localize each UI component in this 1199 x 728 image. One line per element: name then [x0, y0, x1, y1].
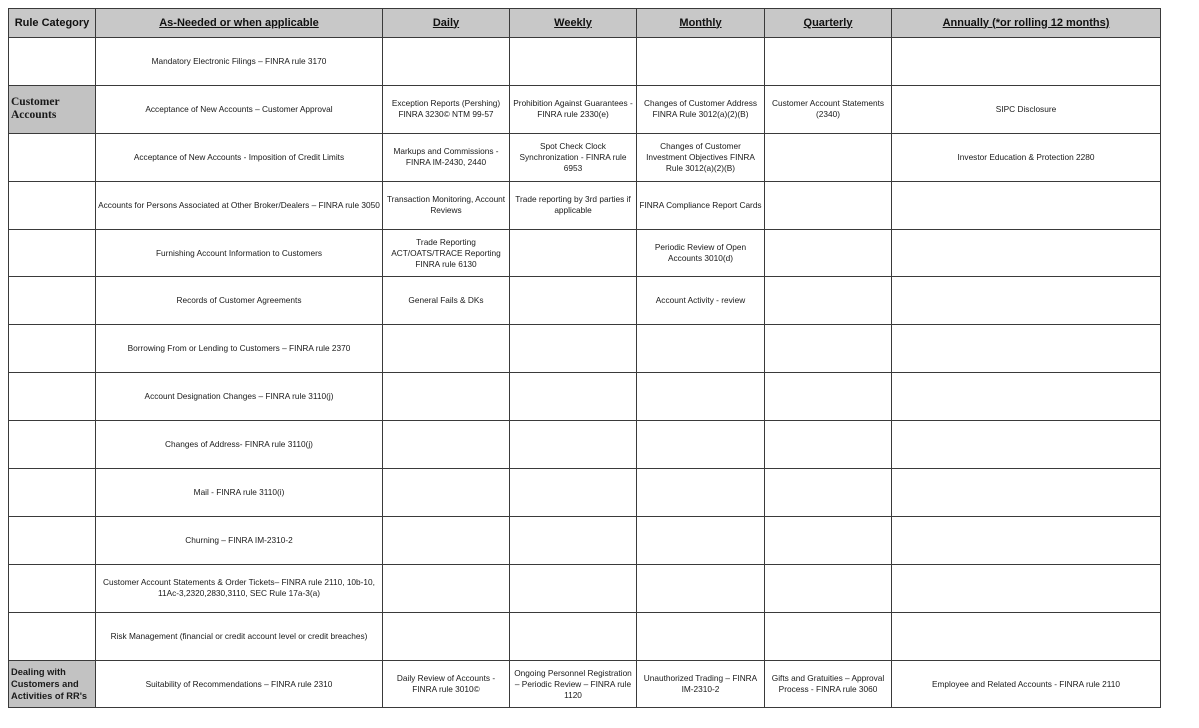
compliance-schedule-table: [8, 8, 1161, 708]
cell-annually: Investor Education & Protection 2280: [892, 133, 1161, 181]
cell-rule-category: [9, 373, 96, 421]
cell-rule-category: [9, 133, 96, 181]
cell-annually: [892, 277, 1161, 325]
header-rule-category: Rule Category: [9, 9, 96, 38]
cell-monthly: Changes of Customer Investment Objectives FINRA Rule 3012(a)(2)(B): [637, 133, 765, 181]
table-row: [9, 469, 1161, 517]
cell-as-needed: Records of Customer Agreements: [96, 277, 383, 325]
cell-as-needed: Mandatory Electronic Filings – FINRA rule 3170: [96, 38, 383, 86]
cell-weekly: [510, 564, 637, 612]
cell-as-needed: Risk Management (financial or credit account level or credit breaches): [96, 612, 383, 660]
cell-as-needed: Accounts for Persons Associated at Other Broker/Dealers – FINRA rule 3050: [96, 181, 383, 229]
cell-daily: [383, 516, 510, 564]
cell-rule-category: [9, 229, 96, 277]
cell-weekly: [510, 516, 637, 564]
cell-annually: [892, 181, 1161, 229]
cell-rule-category: [9, 277, 96, 325]
table-row: [9, 612, 1161, 660]
cell-quarterly: [765, 612, 892, 660]
cell-as-needed: Mail - FINRA rule 3110(i): [96, 469, 383, 517]
header-quarterly: Quarterly: [765, 9, 892, 38]
cell-weekly: [510, 38, 637, 86]
header-monthly: Monthly: [637, 9, 765, 38]
cell-weekly: [510, 421, 637, 469]
cell-weekly: Prohibition Against Guarantees - FINRA rule 2330(e): [510, 85, 637, 133]
cell-rule-category: [9, 421, 96, 469]
cell-daily: [383, 469, 510, 517]
cell-quarterly: [765, 277, 892, 325]
cell-weekly: [510, 325, 637, 373]
cell-as-needed: Churning – FINRA IM-2310-2: [96, 516, 383, 564]
cell-quarterly: [765, 133, 892, 181]
cell-monthly: Changes of Customer Address FINRA Rule 3012(a)(2)(B): [637, 85, 765, 133]
cell-daily: [383, 325, 510, 373]
cell-quarterly: [765, 38, 892, 86]
cell-annually: [892, 325, 1161, 373]
table-row: [9, 229, 1161, 277]
header-weekly: Weekly: [510, 9, 637, 38]
cell-quarterly: [765, 325, 892, 373]
table-row: [9, 516, 1161, 564]
table-row: [9, 325, 1161, 373]
cell-quarterly: [765, 181, 892, 229]
cell-annually: [892, 229, 1161, 277]
table-row: [9, 373, 1161, 421]
cell-as-needed: Furnishing Account Information to Customers: [96, 229, 383, 277]
cell-annually: Employee and Related Accounts - FINRA rule 2110: [892, 660, 1161, 708]
cell-daily: [383, 373, 510, 421]
header-daily: Daily: [383, 9, 510, 38]
cell-weekly: [510, 229, 637, 277]
cell-quarterly: Customer Account Statements (2340): [765, 85, 892, 133]
cell-daily: Transaction Monitoring, Account Reviews: [383, 181, 510, 229]
cell-quarterly: [765, 516, 892, 564]
header-annually: Annually (*or rolling 12 months): [892, 9, 1161, 38]
cell-monthly: Periodic Review of Open Accounts 3010(d): [637, 229, 765, 277]
cell-rule-category: [9, 325, 96, 373]
cell-daily: Exception Reports (Pershing) FINRA 3230© NTM 99-57: [383, 85, 510, 133]
cell-rule-category: [9, 181, 96, 229]
cell-rule-category: [9, 612, 96, 660]
cell-as-needed: Acceptance of New Accounts - Imposition of Credit Limits: [96, 133, 383, 181]
cell-rule-category: [9, 564, 96, 612]
cell-as-needed: Borrowing From or Lending to Customers – FINRA rule 2370: [96, 325, 383, 373]
cell-as-needed: Acceptance of New Accounts – Customer Approval: [96, 85, 383, 133]
cell-daily: Daily Review of Accounts - FINRA rule 3010©: [383, 660, 510, 708]
cell-annually: [892, 38, 1161, 86]
header-as-needed: As-Needed or when applicable: [96, 9, 383, 38]
cell-quarterly: [765, 564, 892, 612]
cell-monthly: [637, 373, 765, 421]
cell-daily: General Fails & DKs: [383, 277, 510, 325]
cell-monthly: Unauthorized Trading – FINRA IM-2310-2: [637, 660, 765, 708]
cell-daily: [383, 38, 510, 86]
cell-weekly: Ongoing Personnel Registration – Periodic Review – FINRA rule 1120: [510, 660, 637, 708]
cell-rule-category: Customer Accounts: [9, 85, 96, 133]
cell-monthly: [637, 612, 765, 660]
cell-quarterly: [765, 373, 892, 421]
cell-monthly: [637, 38, 765, 86]
cell-monthly: FINRA Compliance Report Cards: [637, 181, 765, 229]
cell-rule-category: [9, 469, 96, 517]
cell-as-needed: Customer Account Statements & Order Tickets– FINRA rule 2110, 10b-10, 11Ac-3,2320,2830,3110, SEC Rule 17a-3(a): [96, 564, 383, 612]
cell-weekly: [510, 373, 637, 421]
cell-weekly: [510, 469, 637, 517]
cell-annually: [892, 421, 1161, 469]
cell-annually: [892, 516, 1161, 564]
table-row: [9, 38, 1161, 86]
cell-daily: [383, 564, 510, 612]
cell-quarterly: [765, 469, 892, 517]
cell-daily: Trade Reporting ACT/OATS/TRACE Reporting FINRA rule 6130: [383, 229, 510, 277]
cell-annually: [892, 564, 1161, 612]
cell-annually: [892, 612, 1161, 660]
table-row: [9, 421, 1161, 469]
cell-annually: SIPC Disclosure: [892, 85, 1161, 133]
cell-weekly: Spot Check Clock Synchronization - FINRA rule 6953: [510, 133, 637, 181]
table-row: [9, 85, 1161, 133]
table-row: [9, 133, 1161, 181]
cell-quarterly: [765, 229, 892, 277]
table-row: [9, 660, 1161, 708]
cell-quarterly: [765, 421, 892, 469]
cell-rule-category: [9, 38, 96, 86]
cell-daily: [383, 421, 510, 469]
cell-daily: Markups and Commissions - FINRA IM-2430, 2440: [383, 133, 510, 181]
table-row: [9, 181, 1161, 229]
cell-rule-category: Dealing with Customers and Activities of RR's: [9, 660, 96, 708]
cell-monthly: [637, 325, 765, 373]
cell-quarterly: Gifts and Gratuities – Approval Process - FINRA rule 3060: [765, 660, 892, 708]
cell-annually: [892, 373, 1161, 421]
cell-as-needed: Changes of Address- FINRA rule 3110(j): [96, 421, 383, 469]
cell-rule-category: [9, 516, 96, 564]
cell-monthly: [637, 421, 765, 469]
cell-weekly: Trade reporting by 3rd parties if applicable: [510, 181, 637, 229]
header-row: [9, 9, 1161, 38]
cell-monthly: Account Activity - review: [637, 277, 765, 325]
cell-as-needed: Suitability of Recommendations – FINRA rule 2310: [96, 660, 383, 708]
cell-monthly: [637, 516, 765, 564]
cell-daily: [383, 612, 510, 660]
table-row: [9, 277, 1161, 325]
cell-weekly: [510, 277, 637, 325]
cell-monthly: [637, 469, 765, 517]
cell-weekly: [510, 612, 637, 660]
table-row: [9, 564, 1161, 612]
cell-as-needed: Account Designation Changes – FINRA rule 3110(j): [96, 373, 383, 421]
cell-monthly: [637, 564, 765, 612]
cell-annually: [892, 469, 1161, 517]
